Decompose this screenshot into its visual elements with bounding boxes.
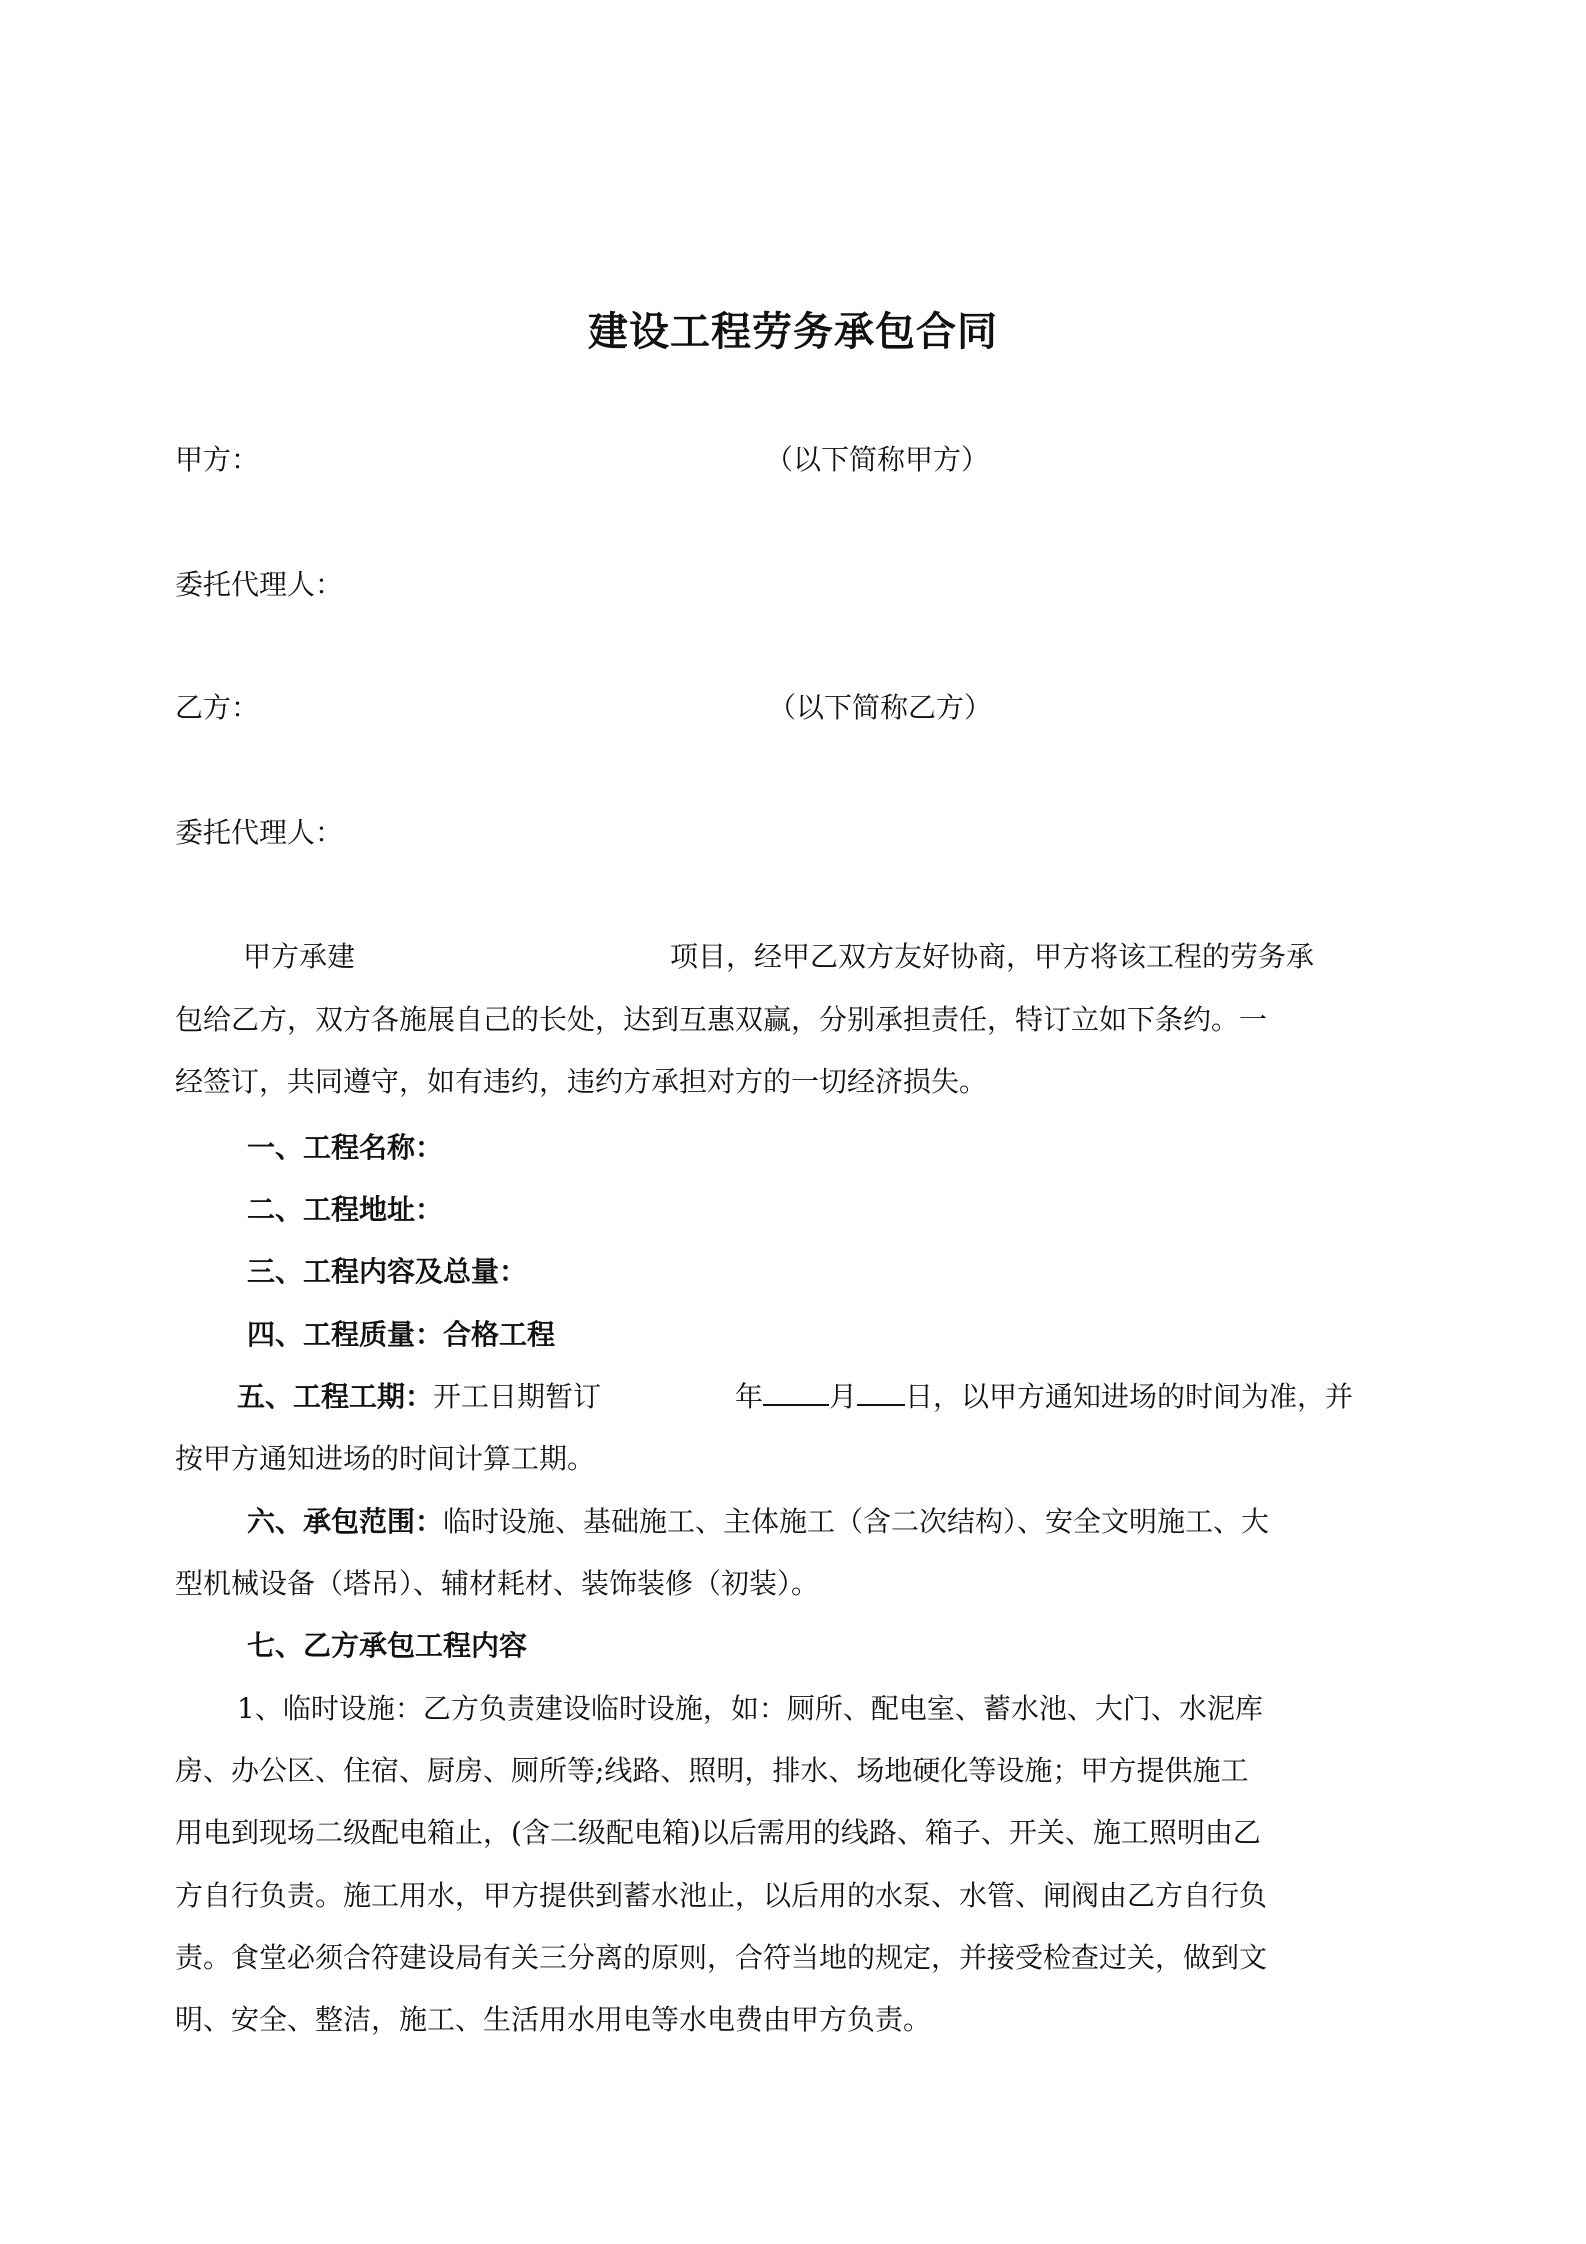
intro-line-2: 包给乙方，双方各施展自己的长处，达到互惠双赢，分别承担责任，特订立如下条约。一 <box>175 1003 1268 1036</box>
intro-text-b: 项目，经甲乙双方友好协商，甲方将该工程的劳务承 <box>670 940 1315 973</box>
party-b-label: 乙方： <box>175 691 260 724</box>
section-5-heading: 五、工程工期： <box>237 1380 434 1413</box>
section-7-item-1-line-1: 1、临时设施：乙方负责建设临时设施，如：厕所、配电室、蓄水池、大门、水泥库 <box>237 1692 1263 1725</box>
intro-line-3: 经签订，共同遵守，如有违约，违约方承担对方的一切经济损失。 <box>175 1065 988 1098</box>
party-b-note: （以下简称乙方） <box>768 691 993 724</box>
section-5-date <box>735 1377 1353 1417</box>
year-label: 年 <box>735 1380 764 1413</box>
party-a-agent-label: 委托代理人： <box>175 568 344 601</box>
party-b-row <box>175 688 1425 728</box>
section-7-heading: 七、乙方承包工程内容 <box>247 1629 528 1662</box>
section-5-day-rest: 日，以甲方通知进场的时间为准，并 <box>905 1380 1354 1413</box>
section-5-line-2: 按甲方通知进场的时间计算工期。 <box>175 1442 596 1475</box>
party-a-label: 甲方： <box>175 443 260 476</box>
section-6-heading: 六、承包范围： <box>247 1505 444 1538</box>
document-title: 建设工程劳务承包合同 <box>588 309 998 355</box>
section-4-project-quality: 四、工程质量：合格工程 <box>247 1318 556 1351</box>
section-1-project-name: 一、工程名称： <box>247 1131 444 1164</box>
party-b-agent-label: 委托代理人： <box>175 816 344 849</box>
intro-text-a: 甲方承建 <box>243 940 356 973</box>
section-7-item-1-line-6: 明、安全、整洁，施工、生活用水用电等水电费由甲方负责。 <box>175 2003 932 2036</box>
section-7-item-1-line-4: 方自行负责。施工用水，甲方提供到蓄水池止，以后用的水泵、水管、闸阀由乙方自行负 <box>175 1879 1268 1912</box>
month-blank <box>763 1378 829 1406</box>
section-5-text-a: 开工日期暂订 <box>433 1380 602 1413</box>
party-a-row <box>175 440 1425 480</box>
section-5-row <box>237 1377 1487 1417</box>
section-7-item-1-line-2: 房、办公区、住宿、厨房、厕所等;线路、照明，排水、场地硬化等设施；甲方提供施工 <box>175 1754 1249 1787</box>
section-6-row <box>247 1502 1497 1542</box>
party-a-note: （以下简称甲方） <box>765 443 990 476</box>
section-6-line-2: 型机械设备（塔吊）、辅材耗材、装饰装修（初装）。 <box>175 1567 820 1600</box>
section-7-item-1-line-5: 责。食堂必须合符建设局有关三分离的原则，合符当地的规定，并接受检查过关，做到文 <box>175 1941 1268 1974</box>
month-label: 月 <box>829 1380 858 1413</box>
section-2-project-address: 二、工程地址： <box>247 1193 444 1226</box>
section-6-text: 临时设施、基础施工、主体施工（含二次结构）、安全文明施工、大 <box>443 1505 1270 1538</box>
section-3-project-content: 三、工程内容及总量： <box>247 1255 528 1288</box>
day-blank <box>857 1378 905 1406</box>
section-7-item-1-line-3: 用电到现场二级配电箱止，(含二级配电箱)以后需用的线路、箱子、开关、施工照明由乙 <box>175 1816 1261 1849</box>
